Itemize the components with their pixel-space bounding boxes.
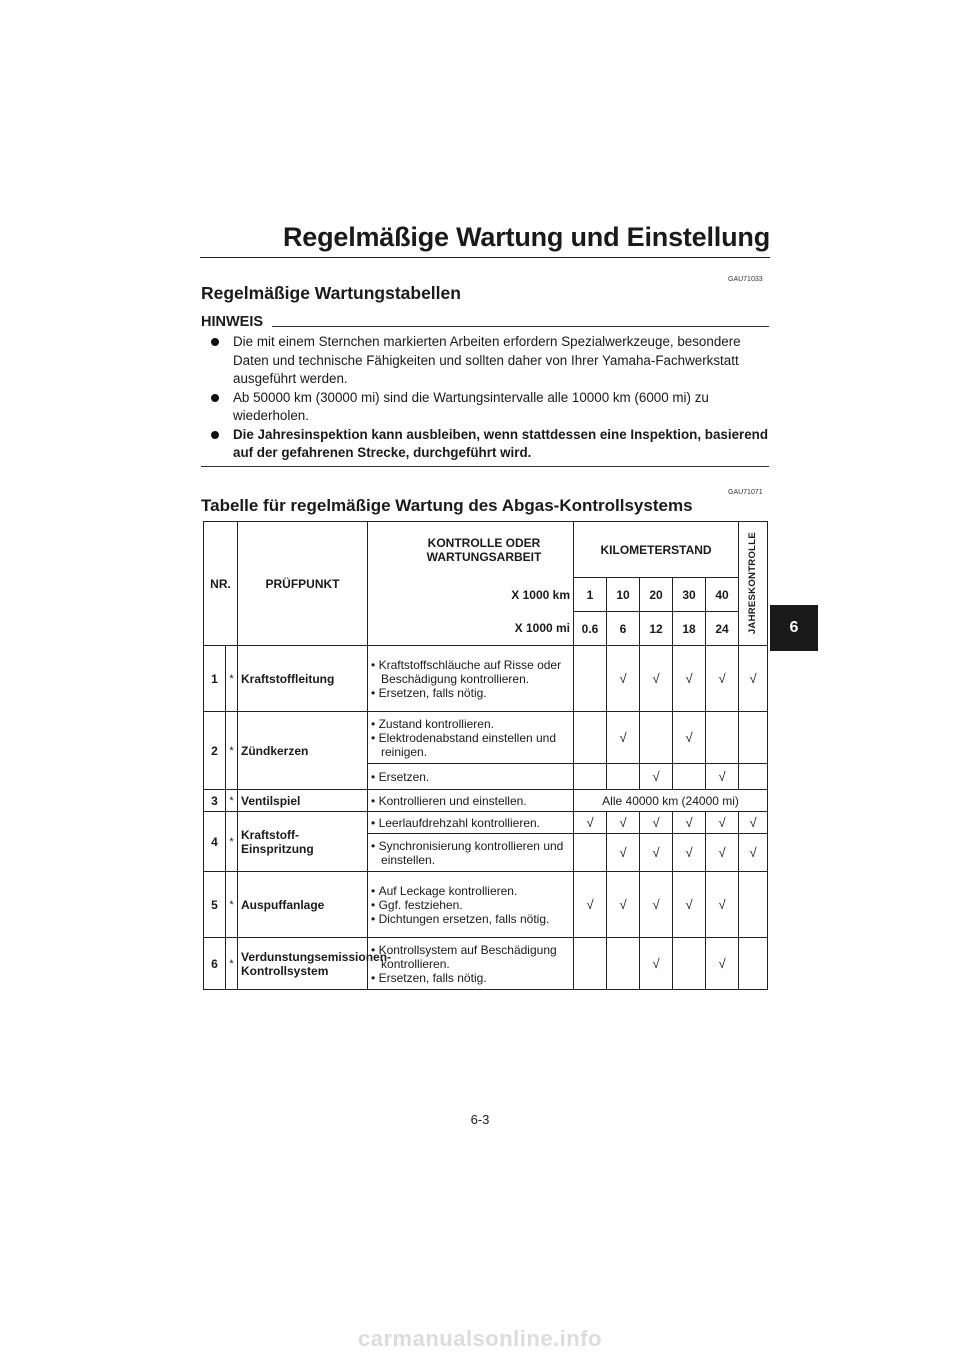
empty-cell	[574, 712, 607, 764]
note-label: HINWEIS	[201, 314, 264, 330]
note-end-rule	[201, 466, 769, 467]
bullet-icon	[211, 338, 219, 346]
unit-km: X 1000 km	[368, 578, 574, 612]
empty-cell	[607, 764, 640, 790]
mi-value: 24	[706, 612, 739, 646]
title-rule	[200, 257, 770, 258]
check-mark: √	[706, 938, 739, 990]
check-mark: √	[673, 646, 706, 712]
check-mark: √	[739, 812, 768, 834]
row-work: • Ersetzen.	[368, 764, 574, 790]
check-mark: √	[574, 872, 607, 938]
empty-cell	[706, 712, 739, 764]
check-mark: √	[607, 872, 640, 938]
table-row	[204, 938, 768, 990]
empty-cell	[739, 712, 768, 764]
check-mark: √	[607, 646, 640, 712]
note-item: Die Jahresinspektion kann ausbleiben, wenn stattdessen eine Inspektion, basierend auf der gefahrenen Strecke, durchgeführt wird.	[211, 426, 771, 463]
check-mark: √	[640, 938, 673, 990]
empty-cell	[607, 938, 640, 990]
header-work: KONTROLLE ODER WARTUNGSARBEIT	[368, 522, 574, 578]
header-nr: NR.	[204, 522, 238, 646]
mi-value: 18	[673, 612, 706, 646]
asterisk-mark: *	[226, 790, 238, 812]
row-work: • Auf Leckage kontrollieren. • Ggf. festziehen. • Dichtungen ersetzen, falls nötig.	[368, 872, 574, 938]
header-annual: JAHRESKONTROLLE	[747, 532, 759, 635]
row-work: • Synchronisierung kontrollieren und einstellen.	[368, 834, 574, 872]
row-number: 5	[204, 872, 226, 938]
page-title: Regelmäßige Wartung und Einstellung	[282, 222, 770, 252]
unit-mi: X 1000 mi	[368, 612, 574, 646]
row-number: 1	[204, 646, 226, 712]
check-mark: √	[706, 872, 739, 938]
km-value: 30	[673, 578, 706, 612]
row-item: Kraftstoffleitung	[238, 646, 368, 712]
km-value: 40	[706, 578, 739, 612]
asterisk-mark: *	[226, 712, 238, 790]
check-mark: √	[640, 834, 673, 872]
row-item: Kraftstoff-Einspritzung	[238, 812, 368, 872]
asterisk-mark: *	[226, 938, 238, 990]
empty-cell	[673, 764, 706, 790]
row-work: • Kontrollsystem auf Beschädigung kontrollieren. • Ersetzen, falls nötig.	[368, 938, 574, 990]
check-mark: √	[673, 712, 706, 764]
check-mark: √	[739, 834, 768, 872]
page-number: 6-3	[470, 1112, 490, 1127]
check-mark: √	[607, 812, 640, 834]
check-mark: √	[706, 764, 739, 790]
check-mark: √	[706, 646, 739, 712]
empty-cell	[739, 872, 768, 938]
empty-cell	[640, 712, 673, 764]
row-item: Zündkerzen	[238, 712, 368, 790]
row-work: • Kraftstoffschläuche auf Risse oder Beschädigung kontrollieren. • Ersetzen, falls nötig.	[368, 646, 574, 712]
watermark: carmanualsonline.info	[358, 1326, 602, 1351]
row-number: 3	[204, 790, 226, 812]
row-number: 4	[204, 812, 226, 872]
check-mark: √	[673, 834, 706, 872]
check-mark: √	[640, 646, 673, 712]
row-item: Auspuffanlage	[238, 872, 368, 938]
empty-cell	[574, 834, 607, 872]
row-number: 6	[204, 938, 226, 990]
check-mark: √	[706, 812, 739, 834]
section-title: Regelmäßige Wartungstabellen	[201, 283, 461, 303]
km-value: 10	[607, 578, 640, 612]
empty-cell	[739, 938, 768, 990]
row-work: • Kontrollieren und einstellen.	[368, 790, 574, 812]
row-work: • Leerlaufdrehzahl kontrollieren.	[368, 812, 574, 834]
check-mark: √	[574, 812, 607, 834]
check-mark: √	[640, 764, 673, 790]
row-item: Ventilspiel	[238, 790, 368, 812]
bullet-icon	[211, 431, 219, 439]
table-row	[204, 646, 768, 712]
note-rule	[272, 326, 769, 327]
check-mark: √	[607, 834, 640, 872]
km-value: 20	[640, 578, 673, 612]
section-code: GAU71071	[728, 489, 763, 496]
maintenance-table	[203, 521, 768, 990]
check-mark: √	[673, 812, 706, 834]
header-item: PRÜFPUNKT	[238, 522, 368, 646]
note-item: Ab 50000 km (30000 mi) sind die Wartungsintervalle alle 10000 km (6000 mi) zu wiederholen.	[211, 389, 771, 426]
header-annual-cell	[739, 522, 768, 646]
empty-cell	[739, 764, 768, 790]
empty-cell	[574, 764, 607, 790]
table-row	[204, 790, 768, 812]
check-mark: √	[640, 872, 673, 938]
check-mark: √	[739, 646, 768, 712]
check-mark: √	[673, 872, 706, 938]
note-list	[211, 333, 771, 463]
mi-value: 6	[607, 612, 640, 646]
header-km: KILOMETERSTAND	[574, 522, 739, 578]
asterisk-mark: *	[226, 646, 238, 712]
empty-cell	[673, 938, 706, 990]
row-work: • Zustand kontrollieren. • Elektrodenabstand einstellen und reinigen.	[368, 712, 574, 764]
row-item: Verdunstungsemissionen-Kontrollsystem	[238, 938, 368, 990]
km-value: 1	[574, 578, 607, 612]
check-mark: √	[607, 712, 640, 764]
asterisk-mark: *	[226, 872, 238, 938]
empty-cell	[574, 646, 607, 712]
empty-cell	[574, 938, 607, 990]
table-row	[204, 712, 768, 764]
table-row	[204, 872, 768, 938]
row-number: 2	[204, 712, 226, 790]
check-mark: √	[640, 812, 673, 834]
note-item: Die mit einem Sternchen markierten Arbeiten erfordern Spezialwerkzeuge, besondere Daten und technische Fähigkeiten und sollten daher von Ihrer Yamaha-Fachwerkstatt ausgeführt werden.	[211, 333, 771, 389]
chapter-tab: 6	[770, 605, 818, 651]
mi-value: 0.6	[574, 612, 607, 646]
check-mark: √	[706, 834, 739, 872]
bullet-icon	[211, 394, 219, 402]
section-title: Tabelle für regelmäßige Wartung des Abgas-Kontrollsystems	[201, 496, 693, 515]
mi-value: 12	[640, 612, 673, 646]
asterisk-mark: *	[226, 812, 238, 872]
interval-note: Alle 40000 km (24000 mi)	[574, 790, 768, 812]
table-row	[204, 812, 768, 834]
section-code: GAU71033	[728, 276, 763, 283]
